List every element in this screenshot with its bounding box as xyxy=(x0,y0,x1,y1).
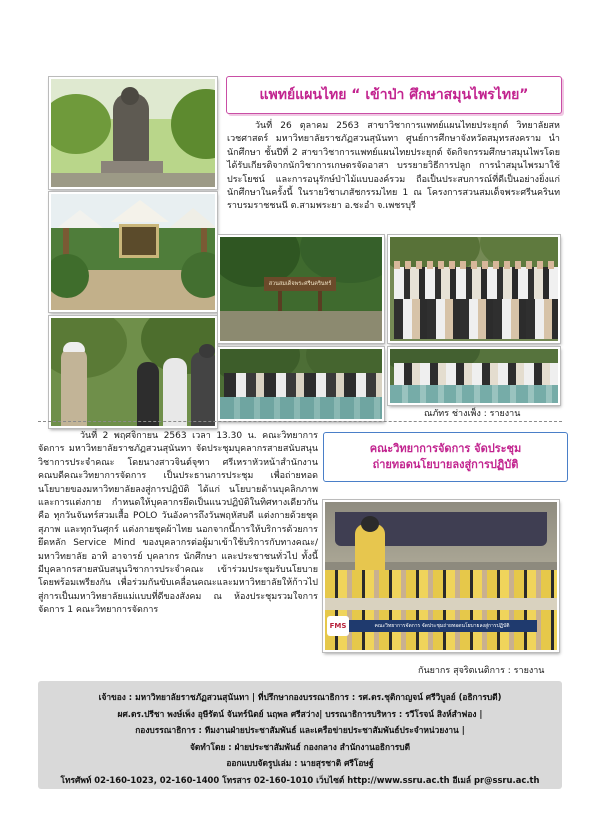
students-group-photo xyxy=(388,235,560,343)
guide-lecture-photo xyxy=(49,316,217,428)
footer-producer-line: จัดทำโดย : ฝ่ายประชาสัมพันธ์ กองกลาง สำนักงานอธิการบดี xyxy=(189,741,411,752)
footer-advisors-line: ผศ.ดร.ปรีชา พงษ์เพ็ง อุษีรัตน์ จันทร์นิตย์ นฤพล ศรีสว่าง| บรรณาธิการบริหาร : รวีโรจน์ สิงห์สำฟอง | xyxy=(117,708,483,719)
article2-title-banner xyxy=(323,432,568,482)
footer-editorial-line: กองบรรณาธิการ : ทีมงานฝ่ายประชาสัมพันธ์ และเครือข่ายประชาสัมพันธ์ประจำหน่วยงาน | xyxy=(135,725,465,736)
statue-photo xyxy=(49,77,217,189)
seated-group-photo-2 xyxy=(388,347,560,405)
garden-sign-photo xyxy=(218,235,384,343)
article1-paragraph: วันที่ 26 ตุลาคม 2563 สาขาวิชาการแพทย์แผนไทยประยุกต์ วิทยาลัยสหเวชศาสตร์ มหาวิทยาลัยราชภัฏสวนสุนันทา ศูนย์การศึกษาจังหวัดสมุทรสงคราม นำนักศึกษา ชั้นปีที่ 2 สาขาวิชาการแพทย์แผนไทยประยุกต์ จัดกิจกรรมศึกษาสมุนไพรโดยได้รับเกียรติจากนักวิชาการเกษตรจัดอาสา บรรยายวิธีการปลูก การนำสมุนไพรมาใช้ประโยชน์ และการอนุรักษ์ป่าไม้แบบองค์รวม ถือเป็นประสบการณ์ที่ดีเป็นอย่างยิ่งแก่นักศึกษาในครั้งนี้ ในรายวิชาเภสัชกรรมไทย 1 ณ โครงการสวนสมเด็จพระศรีนครินทราบรมราชชนนี ต.สามพระยา อ.ชะอำ จ.เพชรบุรี xyxy=(227,121,560,212)
article2-paragraph: วันที่ 2 พฤศจิกายน 2563 เวลา 13.30 น. คณะวิทยาการจัดการ มหาวิทยาลัยราชภัฏสวนสุนันทา จัดประชุมบุคลากรสายสนับสนุนวิชาการประจำคณะ โดยนางสาวจินต์จุฑา ศรีเหราหัวหน้าสำนักงานคณบดีคณะวิทยาการจัดการ เป็นประธานการประชุม เพื่อถ่ายทอดนโยบายของมหาวิทยาลัยลงสู่การปฏิบัติ ได้แก่ นโยบายด้านบุคลิกภาพและการแต่งกาย กำหนดให้บุคลากรยึดเป็นแนวปฏิบัติในทิศทางเดียวกัน คือ ทุกวันจันทร์สวมเสื้อ POLO วันอังคารถึงวันพฤหัสบดี แต่งกายด้วยชุดสุภาพ และทุกวันศุกร์ แต่งกายชุดผ้าไทย นอกจากนี้การให้บริการด้วยการยึดหลัก Service Mind ของบุคลากรต่อผู้มาเข้าใช้บริการกับทางคณะ/มหาวิทยาลัย อาทิ อาจารย์ บุคลากร นักศึกษา และประชาชนทั่วไป ทั้งนี้ มีบุคลากรสายสนับสนุนวิชาการประจำคณะ เข้าร่วมประชุมรับนโยบายโดยพร้อมเพรียงกัน เพื่อร่วมกันขับเคลื่อนคณะและมหาวิทยาลัยให้ก้าวไปสู่การเป็นมหาวิทยาลัยแม่แบบที่ดีของสังคม ณ ห้องประชุมรวมใจการจัดการ 1 คณะวิทยาการจัดการ xyxy=(38,431,318,616)
article2-title-line1: คณะวิทยาการจัดการ จัดประชุม xyxy=(369,442,522,455)
seated-group-photo-1 xyxy=(218,347,384,421)
article2-title-line2: ถ่ายทอดนโยบายลงสู่การปฏิบัติ xyxy=(372,458,519,471)
meeting-room-photo xyxy=(323,500,559,652)
park-entrance-photo xyxy=(49,192,217,312)
fms-logo-text: FMS xyxy=(329,622,347,630)
article2-title xyxy=(370,441,522,473)
article1-title-banner xyxy=(226,76,562,114)
footer-owner-line: เจ้าของ : มหาวิทยาลัยราชภัฏสวนสุนันทา | ที่ปรึกษากองบรรณาธิการ : รศ.ดร.ชุติกาญจน์ ศรีวิบูลย์ (อธิการบดี) xyxy=(98,692,502,702)
footer-info-box xyxy=(38,681,562,789)
article1-credit: ณภัทร ช่างเพ็ง : รายงาน xyxy=(424,409,521,419)
section-divider xyxy=(38,421,562,422)
garden-sign-text: สวนสมเด็จพระศรีนครินทร์ xyxy=(264,277,336,291)
article1-title: แพทย์แผนไทย “ เข้าป่า ศึกษาสมุนไพรไทย” xyxy=(259,87,529,103)
footer-designer-line: ออกแบบจัดรูปเล่ม : นายสุรชาติ ศรีโอษฐ์ xyxy=(226,758,374,769)
article2-credit: กันยากร สุจริตเนติการ : รายงาน xyxy=(418,666,545,676)
meeting-screen-text: คณะวิทยาการจัดการ จัดประชุมถ่ายทอดนโยบายลงสู่การปฏิบัติ xyxy=(347,620,537,632)
footer-contact-line: โทรศัพท์ 02-160-1023, 02-160-1400 โทรสาร 02-160-1010 เว็บไซต์ http://www.ssru.ac.th อีเมล์ pr@ssru.ac.th xyxy=(60,774,540,785)
fms-logo xyxy=(327,616,349,636)
